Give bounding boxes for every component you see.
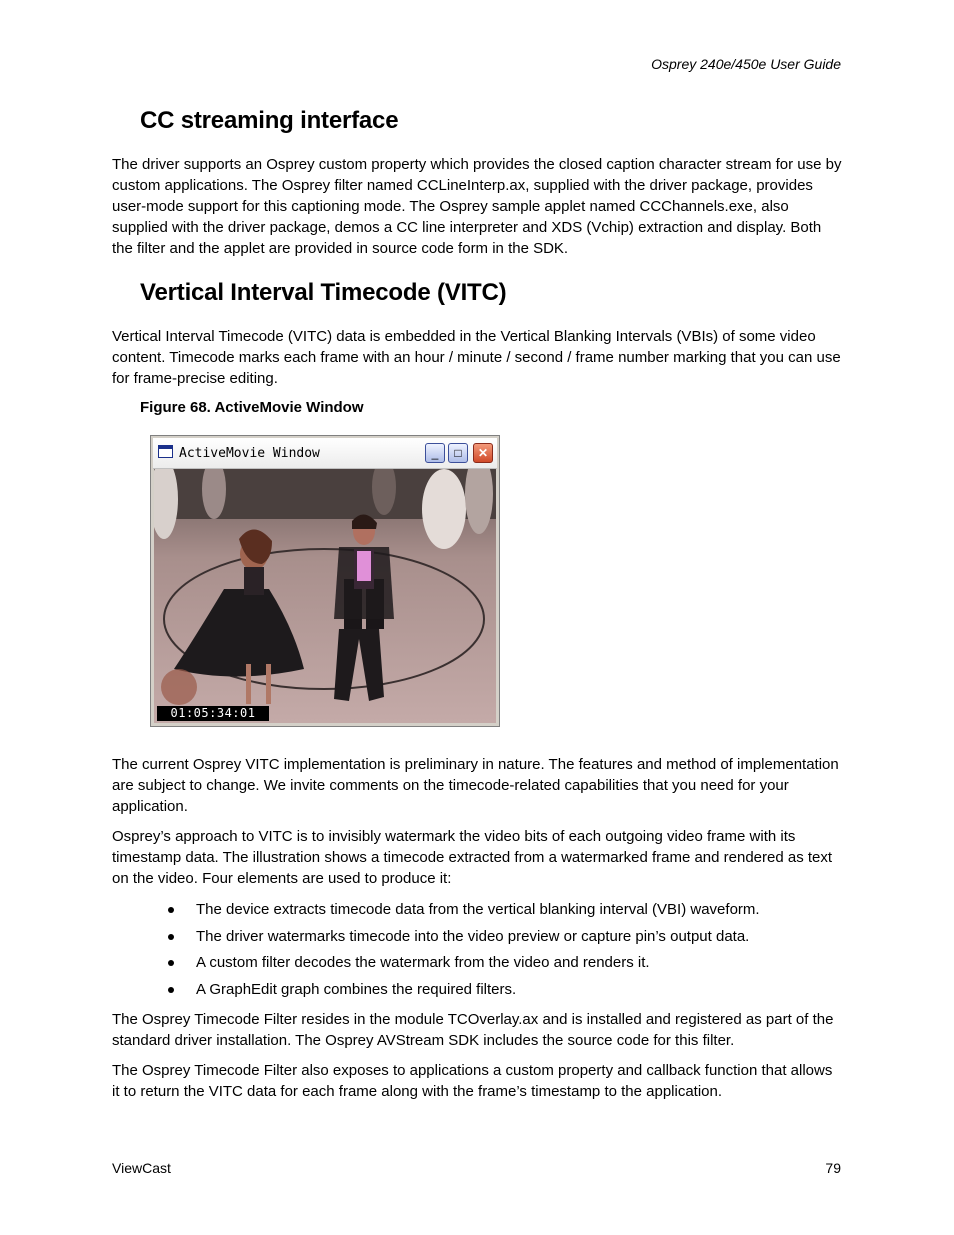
- activemovie-window-figure: [150, 435, 500, 727]
- page-number: 79: [825, 1160, 841, 1176]
- timecode-filter-property-paragraph: The Osprey Timecode Filter also exposes to applications a custom property and callback function that allows it to return the VITC data for each frame along with the frame’s timestamp to the application.: [112, 1062, 833, 1100]
- maximize-button[interactable]: □: [448, 443, 468, 463]
- list-item: A custom filter decodes the watermark from the video and renders it.: [168, 952, 760, 979]
- footer-company: ViewCast: [112, 1160, 171, 1176]
- section-heading-cc-streaming: CC streaming interface: [140, 107, 399, 134]
- list-item: The device extracts timecode data from the vertical blanking interval (VBI) waveform.: [168, 899, 760, 926]
- bullet-dot-icon: [168, 934, 174, 940]
- close-button[interactable]: ✕: [473, 443, 493, 463]
- bullet-dot-icon: [168, 987, 174, 993]
- bullet-dot-icon: [168, 960, 174, 966]
- figure-caption: Figure 68. ActiveMovie Window: [140, 399, 364, 416]
- cc-paragraph: The driver supports an Osprey custom property which provides the closed caption character stream for use by custom applications. The Osprey filter named CCLineInterp.ax, supplied with the driver package, provides user-mode support for this captioning mode. The Osprey sample applet named CCChannels.exe, also supplied with the driver package, demos a CC line interpreter and XDS (Vchip) extraction and display. Both the filter and the applet are provided in source code form in the SDK.: [112, 156, 842, 257]
- list-item: The driver watermarks timecode into the video preview or capture pin’s output data.: [168, 926, 760, 953]
- vitc-implementation-paragraph: The current Osprey VITC implementation is preliminary in nature. The features and method of implementation are subject to change. We invite comments on the timecode-related capabilities that you need for your application.: [112, 756, 839, 815]
- dance-scene-illustration: [154, 469, 496, 723]
- vitc-approach-paragraph: Osprey’s approach to VITC is to invisibly watermark the video bits of each outgoing video frame with its timestamp data. The illustration shows a timecode extracted from a watermarked frame and rendered as text on the video. Four elements are used to produce it:: [112, 828, 833, 887]
- elements-bullet-list: [168, 899, 760, 1005]
- timecode-overlay: 01:05:34:01: [157, 706, 269, 721]
- section-heading-vitc: Vertical Interval Timecode (VITC): [140, 279, 507, 306]
- list-item: A GraphEdit graph combines the required filters.: [168, 979, 760, 1006]
- running-header: Osprey 240e/450e User Guide: [651, 56, 841, 72]
- vitc-intro-paragraph: Vertical Interval Timecode (VITC) data is embedded in the Vertical Blanking Intervals (VBIs) of some video content. Timecode marks each frame with an hour / minute / second / frame number marking that you can use for frame-precise editing.: [112, 328, 841, 387]
- window-title: ActiveMovie Window: [179, 446, 320, 461]
- timecode-filter-paragraph: The Osprey Timecode Filter resides in the module TCOverlay.ax and is installed and registered as part of the standard driver installation. The Osprey AVStream SDK includes the source code for this filter.: [112, 1011, 834, 1049]
- minimize-button[interactable]: _: [425, 443, 445, 463]
- bullet-dot-icon: [168, 907, 174, 913]
- window-titlebar: [153, 438, 497, 469]
- video-frame-image: [154, 469, 496, 723]
- window-app-icon: [158, 445, 173, 458]
